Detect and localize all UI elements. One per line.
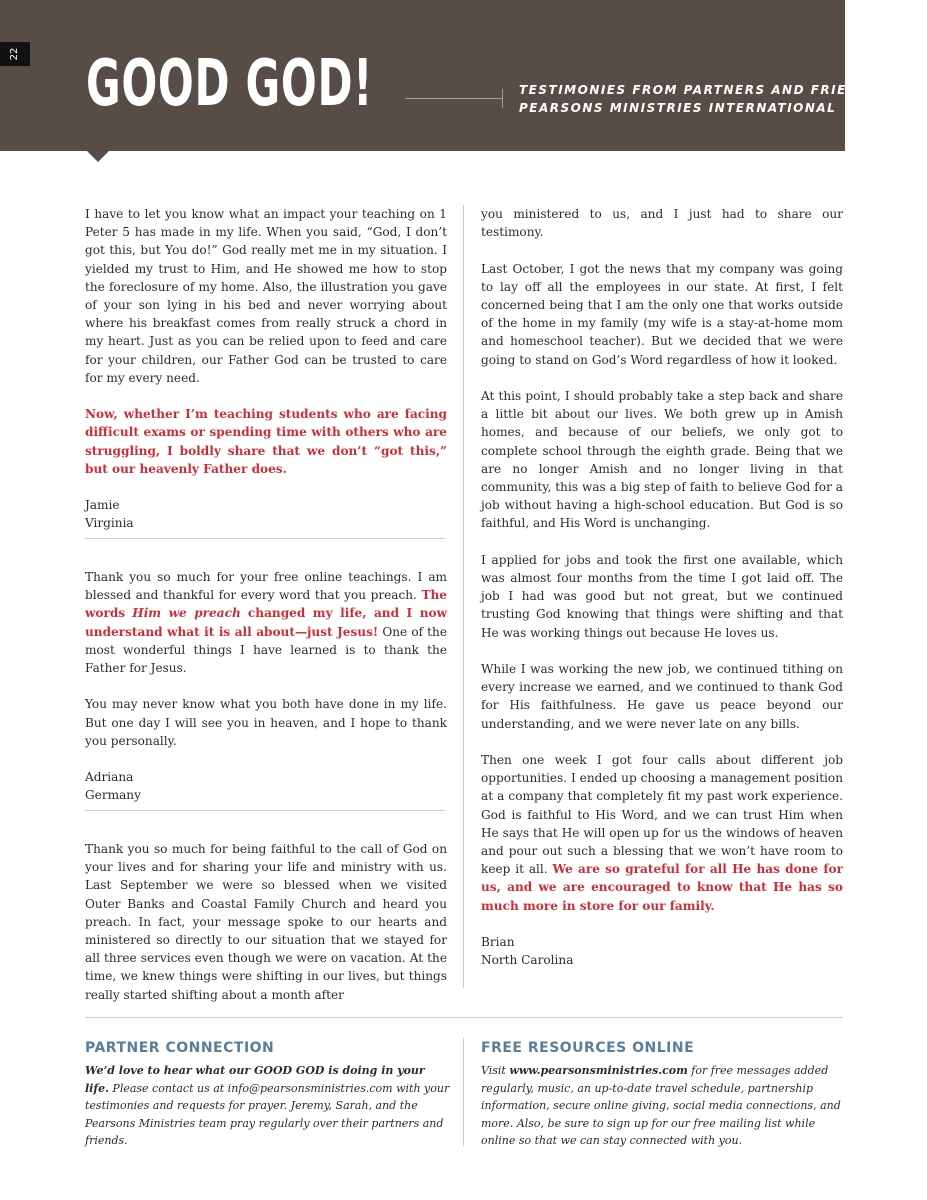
testimony-highlight-italic: Him we preach (132, 606, 241, 621)
testimony-separator (85, 810, 445, 811)
testimony-paragraph: I have to let you know what an impact your teaching on 1 Peter 5 has made in my life. When you said, “God, I don’t got this, but You do!” God really met me in my situation. I yielded my trust to Him, and He showed me how to stop the foreclosure of my home. Also, the illustration you gave of your son lying in his bed and never worrying about where his breakfast comes from really struck a chord in my heart. Just as you can be relied upon to feed and care for your children, our Father God can be trusted to care for my every need. (85, 207, 447, 385)
testimony-jamie (85, 205, 447, 533)
testimony-paragraph: Last October, I got the news that my company was going to lay off all the employees in our state. At first, I felt concerned being that I am the only one that works outside of the home in my family (my wife is a stay-at-home mom and homeschool teacher). But we decided that we were going to stand on God’s Word regardless of how it looked. (481, 261, 843, 367)
partner-connection-section (85, 1040, 450, 1150)
testimony-paragraph: I applied for jobs and took the first one available, which was almost four months from the time I got laid off. The job I had was good but not great, but we continued trusting God knowing that things were shifting and that He was working things out because He loves us. (481, 552, 843, 640)
signature-location: Germany (85, 788, 141, 803)
signature-name: Brian (481, 935, 515, 950)
signature-location: Virginia (85, 516, 134, 531)
subtitle-line-1: TESTIMONIES FROM PARTNERS AND FRIENDS OF (519, 83, 908, 97)
testimony-highlight-a: The words (85, 588, 447, 621)
partner-connection-text (85, 1062, 450, 1150)
free-resources-section (481, 1040, 846, 1150)
footer-column-divider (463, 1038, 464, 1146)
page-title: GOOD GOD! (86, 47, 374, 121)
testimony-highlight-b: changed my life, and I now understand what it is all about—just Jesus! (85, 606, 447, 639)
testimony-continued: you ministered to us, and I just had to share our testimony. (481, 207, 843, 240)
testimony-text-end: One of the most wonderful things I have learned is to thank the Father for Jesus. (85, 624, 447, 676)
testimony-signature (85, 768, 447, 804)
testimony-paragraph: While I was working the new job, we continued tithing on every increase we earned, and we continued to thank God for His faithfulness. He gave us peace beyond our understanding, and we were never late on any bills. (481, 662, 843, 731)
testimony-highlight: Now, whether I’m teaching students who are facing difficult exams or spending time with others who are struggling, I boldly share that we don’t “got this,” but our heavenly Father does. (85, 407, 447, 476)
column-divider (463, 205, 464, 988)
testimony-paragraph: At this point, I should probably take a step back and share a little bit about our lives. We both grew up in Amish homes, and because of our beliefs, we only got to complete school through the eighth grade. Being that we are no longer Amish and no longer living in that community, this was a big step of faith to believe God for a job without having a high-school education. But God is so faithful, and His Word is unchanging. (481, 389, 843, 531)
testimony-signature (481, 933, 843, 969)
right-column (481, 205, 843, 988)
testimony-paragraph (85, 568, 447, 677)
testimony-paragraph-2: You may never know what you both have done in my life. But one day I will see you in heaven, and I hope to thank you personally. (85, 697, 447, 748)
testimony-brian-start (85, 840, 447, 1022)
page-subtitle (519, 81, 907, 117)
page-number-tab (0, 42, 30, 66)
free-resources-body: for free messages added regularly, music, an up-to-date travel schedule, partnership information, secure online giving, social media connections, and more. Also, be sure to sign up for our free mailing list while online so that we can stay connected with you. (481, 1064, 841, 1147)
page-number: 22 (9, 47, 20, 61)
testimony-text: Thank you so much for your free online teachings. I am blessed and thankful for every word that you preach. (85, 570, 447, 603)
testimony-paragraph: Thank you so much for being faithful to the call of God on your lives and for sharing your life and ministry with us. Last September we were so blessed when we visited Outer Banks and Coastal Family Church and heard you preach. In fact, your message spoke to our hearts and ministered so directly to our situation that we stayed for all three services even though we were on vacation. At the time, we knew things were shifting in our lives, but things really started shifting about a month after (85, 842, 447, 1002)
testimony-text: Then one week I got four calls about different job opportunities. I ended up choosing a management position at a company that completely fit my past work experience. God is faithful to His Word, and we can trust Him when He says that He will open up for us the windows of heaven and pour out such a blessing that we won’t have room to keep it all. (481, 753, 843, 877)
testimony-highlight: We are so grateful for all He has done for us, and we are encouraged to know that He has so much more in store for our family. (481, 862, 843, 913)
partner-connection-body: Please contact us at info@pearsonsministries.com with your testimonies and requests for prayer. Jeremy, Sarah, and the Pearsons Ministries team pray regularly over their partners and friends. (85, 1081, 450, 1147)
testimony-separator (85, 538, 445, 539)
partner-connection-heading: PARTNER CONNECTION (85, 1040, 275, 1056)
free-resources-text (481, 1062, 846, 1150)
free-resources-visit: Visit (481, 1064, 506, 1077)
header-divider-tick (502, 89, 503, 108)
website-link[interactable]: www.pearsonsministries.com (509, 1064, 688, 1077)
signature-location: North Carolina (481, 953, 574, 968)
signature-name: Jamie (85, 498, 120, 513)
testimony-adriana (85, 568, 447, 823)
subtitle-line-2: PEARSONS MINISTRIES INTERNATIONAL (519, 101, 837, 115)
testimony-paragraph (481, 751, 843, 915)
header-divider-line (405, 98, 502, 99)
free-resources-heading: FREE RESOURCES ONLINE (481, 1040, 695, 1056)
partner-connection-lead: We’d love to hear what our GOOD GOD is doing in your life. (85, 1064, 425, 1095)
footer-divider (85, 1017, 843, 1018)
header-pointer (86, 150, 110, 162)
signature-name: Adriana (85, 770, 134, 785)
testimony-signature (85, 496, 447, 532)
